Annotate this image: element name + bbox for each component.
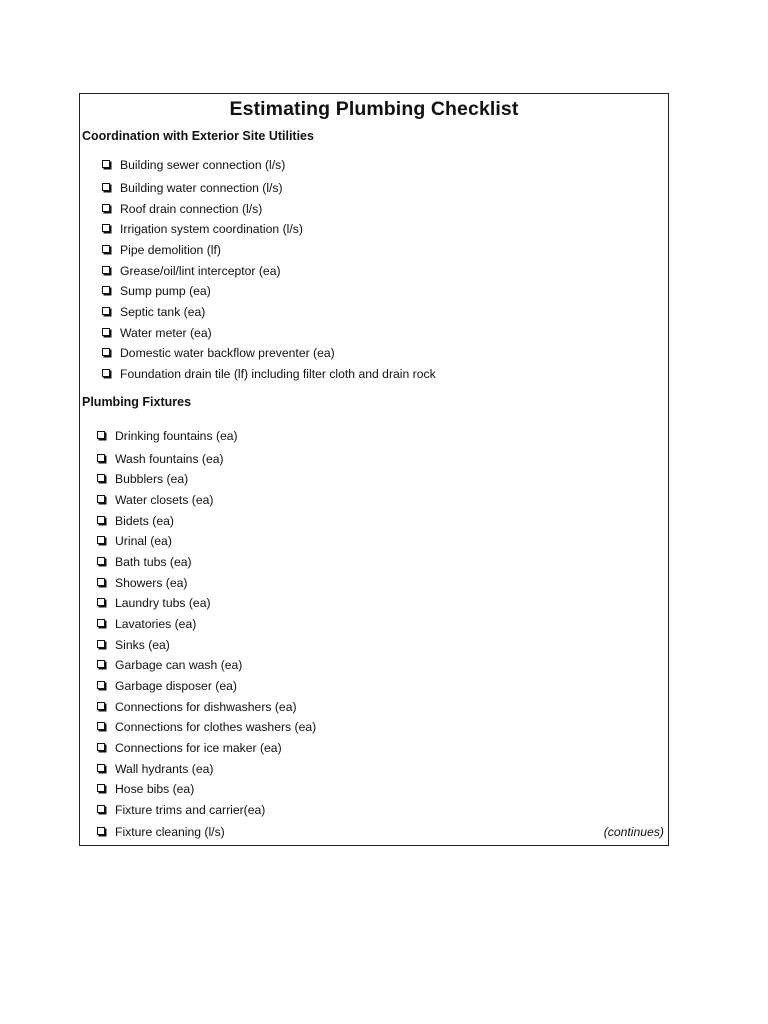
checklist-item (97, 741, 282, 755)
checklist-item (97, 472, 188, 486)
checklist-item-label: Drinking fountains (ea) (115, 429, 238, 443)
checkbox-icon (97, 743, 105, 751)
checklist-item-label: Connections for ice maker (ea) (115, 741, 282, 755)
checklist-item (97, 825, 225, 839)
section-heading-plumbing-fixtures: Plumbing Fixtures (82, 395, 192, 409)
section-heading-site-utilities: Coordination with Exterior Site Utilities (82, 129, 314, 143)
checklist-item (97, 452, 224, 466)
checklist-frame (79, 93, 669, 846)
checkbox-icon (97, 536, 105, 544)
checklist-item (97, 534, 172, 548)
checklist-item-label: Fixture trims and carrier(ea) (115, 803, 266, 817)
checklist-item (102, 367, 436, 381)
checklist-item-label: Bidets (ea) (115, 514, 174, 528)
checkbox-icon (97, 722, 105, 730)
checkbox-icon (102, 286, 110, 294)
checklist-item (97, 762, 213, 776)
checkbox-icon (97, 681, 105, 689)
checklist-item (97, 700, 297, 714)
checkbox-icon (97, 827, 105, 835)
checkbox-icon (97, 495, 105, 503)
checklist-item-label: Building water connection (l/s) (120, 181, 283, 195)
checklist-item-label: Showers (ea) (115, 576, 188, 590)
checkbox-icon (97, 578, 105, 586)
checklist-item-label: Bath tubs (ea) (115, 555, 192, 569)
checklist-item-label: Grease/oil/lint interceptor (ea) (120, 264, 281, 278)
checklist-item-label: Sinks (ea) (115, 638, 170, 652)
checkbox-icon (102, 204, 110, 212)
checklist-item (97, 803, 265, 817)
checkbox-icon (102, 348, 110, 356)
checklist-item-label: Irrigation system coordination (l/s) (120, 222, 303, 236)
checkbox-icon (97, 598, 105, 606)
checklist-item (97, 596, 211, 610)
checklist-item-label: Pipe demolition (lf) (120, 243, 221, 257)
checkbox-icon (97, 640, 105, 648)
checklist-item-label: Lavatories (ea) (115, 617, 197, 631)
checkbox-icon (97, 702, 105, 710)
checklist-item-label: Wall hydrants (ea) (115, 762, 214, 776)
checklist-item-label: Bubblers (ea) (115, 472, 189, 486)
checkbox-icon (102, 183, 110, 191)
checklist-item-label: Water closets (ea) (115, 493, 214, 507)
checkbox-icon (102, 307, 110, 315)
checklist-item (102, 264, 281, 278)
checklist-item (97, 493, 213, 507)
checklist-item-label: Building sewer connection (l/s) (120, 158, 286, 172)
checklist-item (97, 514, 174, 528)
checklist-item (97, 720, 316, 734)
checklist-item (97, 555, 192, 569)
checklist-item-label: Foundation drain tile (lf) including filter cloth and drain rock (120, 367, 436, 381)
checklist-item (102, 305, 205, 319)
checklist-item (97, 429, 238, 443)
checklist-item (102, 243, 221, 257)
checklist-item-label: Connections for clothes washers (ea) (115, 720, 317, 734)
checkbox-icon (97, 557, 105, 565)
checklist-item (97, 782, 194, 796)
checklist-item (102, 202, 262, 216)
checkbox-icon (97, 660, 105, 668)
checklist-item-label: Wash fountains (ea) (115, 452, 224, 466)
checklist-item (97, 638, 170, 652)
checklist-item-label: Septic tank (ea) (120, 305, 206, 319)
checklist-item (102, 326, 212, 340)
checkbox-icon (97, 431, 105, 439)
checklist-item (97, 617, 196, 631)
checkbox-icon (97, 474, 105, 482)
checkbox-icon (97, 784, 105, 792)
checkbox-icon (102, 224, 110, 232)
checkbox-icon (97, 764, 105, 772)
checklist-item (97, 679, 237, 693)
checklist-item-label: Laundry tubs (ea) (115, 596, 211, 610)
checklist-item (97, 658, 242, 672)
checklist-item-label: Garbage disposer (ea) (115, 679, 237, 693)
checklist-item-label: Fixture cleaning (l/s) (115, 825, 225, 839)
checkbox-icon (97, 454, 105, 462)
checklist-item-label: Hose bibs (ea) (115, 782, 195, 796)
checklist-item (97, 576, 187, 590)
checklist-item (102, 181, 283, 195)
checkbox-icon (97, 805, 105, 813)
checklist-item-label: Roof drain connection (l/s) (120, 202, 263, 216)
checklist-item-label: Urinal (ea) (115, 534, 172, 548)
checklist-item (102, 346, 335, 360)
checklist-item (102, 158, 285, 172)
checklist-item (102, 222, 303, 236)
checkbox-icon (102, 266, 110, 274)
checkbox-icon (102, 328, 110, 336)
checkbox-icon (97, 619, 105, 627)
checklist-item-label: Connections for dishwashers (ea) (115, 700, 297, 714)
page-title: Estimating Plumbing Checklist (229, 98, 519, 120)
checkbox-icon (102, 369, 110, 377)
checkbox-icon (102, 160, 110, 168)
checklist-item-label: Domestic water backflow preventer (ea) (120, 346, 335, 360)
checkbox-icon (102, 245, 110, 253)
checklist-item (102, 284, 211, 298)
continues-note: (continues) (603, 825, 664, 839)
checkbox-icon (97, 516, 105, 524)
checklist-item-label: Sump pump (ea) (120, 284, 211, 298)
checklist-item-label: Garbage can wash (ea) (115, 658, 243, 672)
checklist-item-label: Water meter (ea) (120, 326, 212, 340)
